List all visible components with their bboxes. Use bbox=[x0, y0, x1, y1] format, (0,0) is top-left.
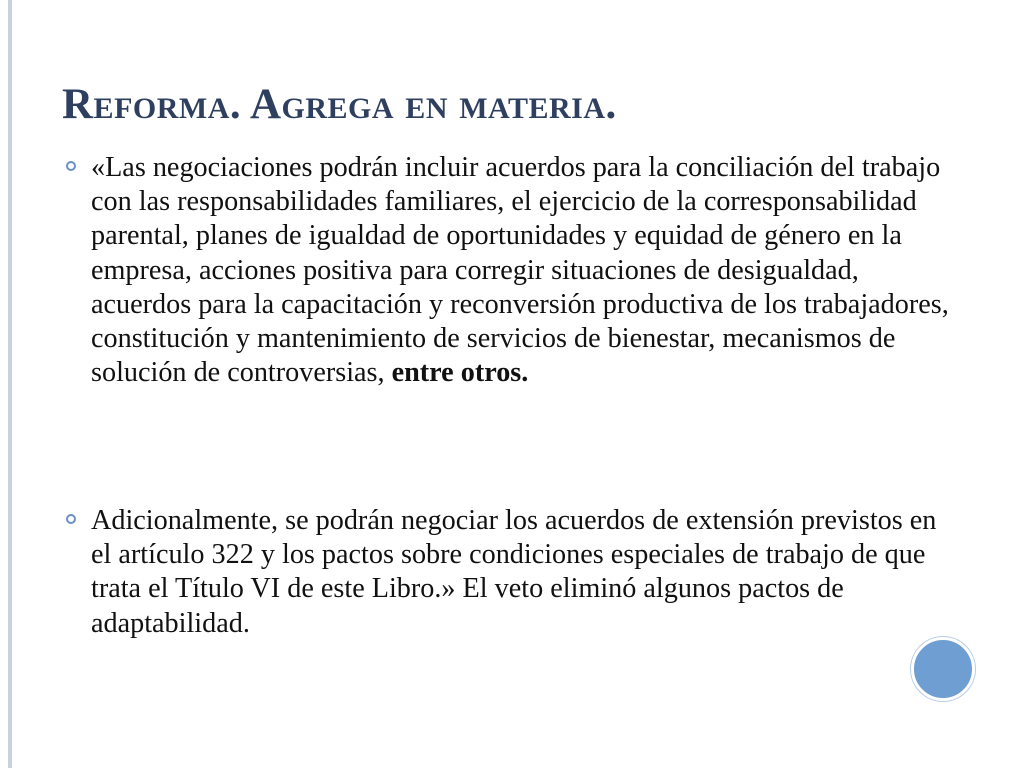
decorative-circle-icon bbox=[911, 637, 975, 701]
bullet-circle-icon bbox=[66, 514, 76, 524]
slide-title: Reforma. Agrega en materia. bbox=[62, 80, 617, 128]
bullet-item bbox=[91, 151, 961, 390]
bullet-text: Adicionalmente, se podrán negociar los acuerdos de extensión previstos en el artículo 322 y los pactos sobre condiciones especiales de trabajo de que trata el Título VI de este Libro.» El veto eliminó algunos pactos de adaptabilidad. bbox=[91, 505, 937, 639]
bullet-text: «Las negociaciones podrán incluir acuerdos para la conciliación del trabajo con las responsabilidades familiares, el ejercicio de la corresponsabilidad parental, planes de igualdad de oportunidades y equidad de género en la empresa, acciones positiva para corregir situaciones de desigualdad, acuerdos para la capacitación y reconversión productiva de los trabajadores, constitución y mantenimiento de servicios de bienestar, mecanismos de solución de controversias, bbox=[91, 152, 949, 389]
left-frame-decoration bbox=[8, 0, 12, 768]
bullet-item bbox=[91, 504, 961, 641]
bullet-circle-icon bbox=[66, 161, 76, 171]
right-frame-decoration bbox=[977, 0, 1024, 768]
bullet-emphasis-text: entre otros. bbox=[391, 357, 529, 389]
